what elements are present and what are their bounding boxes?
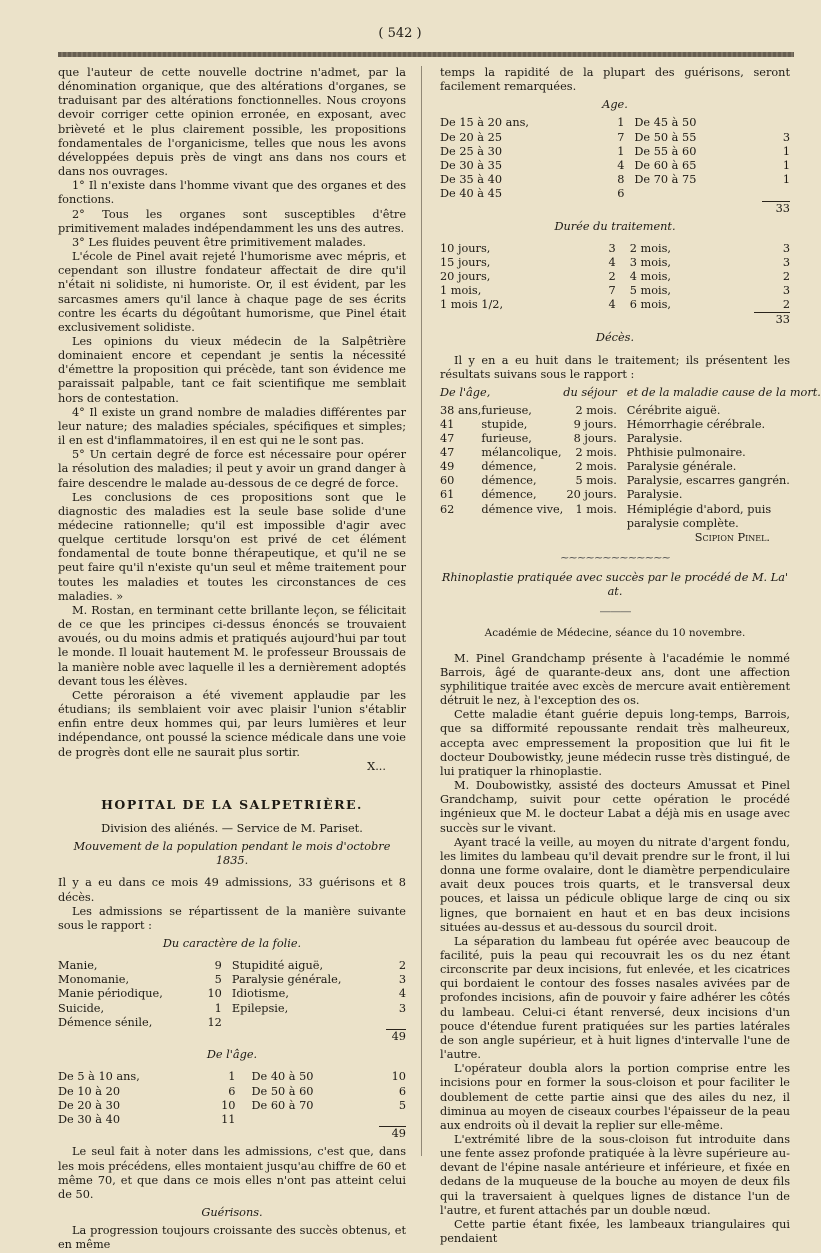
signature: X... bbox=[367, 759, 386, 773]
table-row: Manie périodique, 10 Idiotisme, 4 bbox=[58, 987, 406, 1001]
healed-age-table bbox=[440, 116, 790, 215]
admissions-text: Il y a eu dans ce mois 49 admissions, 33 guérisons et 8 décès. bbox=[58, 876, 406, 904]
table-row: 15 jours, 4 3 mois, 3 bbox=[440, 255, 790, 269]
paragraph: L'école de Pinel avait rejeté l'humorisme avec mépris, et cependant son illustre fondateur affectait de dire qu'il n'était ni solidiste, ni humoriste. Or, il est évident, par les sarcasmes amers qu'il lance à chaque page de ses écrits contre les écarts du dégoûtant humorisme, que Pinel était exclusivement solidiste. bbox=[58, 250, 406, 334]
right-column bbox=[440, 66, 821, 1246]
table-title: Durée du traitement. bbox=[554, 219, 676, 233]
paragraph: Les conclusions de ces propositions sont que le diagnostic des maladies est la seule base solide d'une médecine rationnelle; qu'il est impossible d'agir avec quelque certitude lorsqu'on est privé de cet élément fondamental de toute bonne thérapeutique, et qu'il ne se peut faire qu'il n'existe qu'un seul et même traitement pour toutes les maladies et toutes les circonstances de ces maladies. » bbox=[58, 490, 406, 603]
table-row: 62 démence vive, 1 mois. Hémiplégie d'abord, puis paralysie complète. bbox=[440, 502, 772, 530]
repartition-text: Les admissions se répartissent de la manière suivante sous le rapport : bbox=[58, 904, 406, 932]
paragraph: Cette péroraison a été vivement applaudie par les étudians; ils semblaient voir avec plaisir l'union s'établir enfin entre deux hommes qui, par leurs lumières et leur indépendance, ont poussé la science médicale dans une voie de progrès dont elle ne saurait plus sortir. bbox=[58, 688, 406, 759]
table-row: De 40 à 45 6 bbox=[440, 186, 625, 200]
proposition-3: 3° Les fluides peuvent être primitivement malades. bbox=[72, 235, 366, 249]
paragraph: temps la rapidité de la plupart des guérisons, seront facilement remarquées. bbox=[440, 66, 790, 94]
table-row: De 20 à 30 10 De 60 à 70 5 bbox=[58, 1098, 406, 1112]
paragraph: La séparation du lambeau fut opérée avec beaucoup de facilité, puis la peau qui recouvrait les os du nez étant circonscrite par deux incisions, fut enlevée, et les cicatrices qui bordaient le contour des fosses nasales avivées par de profondes incisions, afin de pouvoir y faire adhérer les côtés du lambeau. Celui-ci étant renversé, deux incisions d'un pouce d'étendue furent pratiquées sur les parties latérales de son angle supérieur, et à huit lignes d'intervalle l'une de l'autre. bbox=[440, 934, 790, 1062]
table-row: 61 démence, 20 jours. Paralysie. bbox=[440, 488, 683, 502]
paragraph: L'extrémité libre de la sous-cloison fut introduite dans une fente assez profonde pratiquée à la lèvre supérieure au-devant de l'épine nasale antérieure et inférieure, et fixée en dedans de la muqueuse de la bouche au moyen de deux fils qui la traversaient à quelques lignes de distance l'un de l'autre, et furent attachés par un double nœud. bbox=[440, 1133, 790, 1217]
paragraph: M. Rostan, en terminant cette brillante leçon, se félicitait de ce que les principes ci-dessus énoncés se trouvaient avoués, ou du moins admis et pratiqués aujourd'hui par tout le monde. Il louait hautement M. le professeur Broussais de la manière noble avec laquelle il les a dernièrement adoptés devant tous les élèves. bbox=[58, 603, 406, 688]
section-title: HOPITAL DE LA SALPETRIÈRE. bbox=[101, 796, 363, 812]
guerisons-title: Guérisons. bbox=[201, 1206, 263, 1220]
table-row: Manie, 9 Stupidité aiguë, 2 bbox=[58, 959, 406, 973]
table-row: Démence sénile, 12 bbox=[58, 1015, 222, 1029]
paragraph: que l'auteur de cette nouvelle doctrine n'admet, par la dénomination organique, que des altérations d'organes, se traduisant par des altérations fonctionnelles. Nous croyons devoir corriger cette opinion erronée, en exposant, avec brièveté et le plus clairement possible, les propositions fondamentales de l'organicisme, telles que nous les avons développées depuis près de vingt ans dans nos cours et dans nos ouvrages. bbox=[58, 66, 406, 179]
table-row: 47 furieuse, 8 jours. Paralysie. bbox=[440, 432, 683, 446]
proposition-4: 4° Il existe un grand nombre de maladies différentes par leur nature; des maladies spéciales, spécifiques et simples; il en est d'inflammatoires, il en est qui ne le sont pas. bbox=[58, 405, 406, 448]
rhinoplastie-title: Rhinoplastie pratiquée avec succès par le procédé de M. La' at. bbox=[441, 571, 789, 599]
table-row: De 30 à 40 11 bbox=[58, 1112, 236, 1126]
duree-table bbox=[440, 242, 790, 328]
deces-table bbox=[440, 386, 821, 531]
paragraph: Ayant tracé la veille, au moyen du nitrate d'argent fondu, les limites du lambeau qu'il devait prendre sur le front, il lui donna une forme ovalaire, dont le diamètre perpendiculaire avait deux pouces trois quarts, et le transversal deux pouces, et laissa un pédicule oblique large de cinq ou six lignes, que bornaient en haut et en bas deux incisions situées au-dessus et au-dessous du sourcil droit. bbox=[440, 835, 790, 934]
total-row: 33 bbox=[440, 313, 790, 328]
paragraph: Les opinions du vieux médecin de la Salpêtrière dominaient encore et cependant je sentis la nécessité d'émettre la proposition qui précède, tant son évidence me paraissait palpable, tant ce fait scientifique me semblait hors de contestation. bbox=[58, 334, 406, 405]
ornament-divider: ——— bbox=[599, 605, 631, 619]
proposition-5: 5° Un certain degré de force est nécessaire pour opérer la résolution des maladies; il peut y avoir un grand danger à faire descendre le malade au-dessous de ce degré de force. bbox=[58, 448, 406, 490]
table-row: 41 stupide, 9 jours. Hémorrhagie cérébrale. bbox=[440, 418, 766, 431]
movement-title: Mouvement de la population pendant le mois d'octobre 1835. bbox=[73, 840, 391, 868]
table-row: 38 ans, furieuse, 2 mois. Cérébrite aiguë. bbox=[440, 403, 721, 417]
table-row: 60 démence, 5 mois. Paralysie, escarres gangrén. bbox=[440, 474, 790, 488]
table-row: De 25 à 30 1 De 55 à 60 1 bbox=[440, 144, 790, 158]
total-row: 49 bbox=[58, 1030, 406, 1045]
left-column bbox=[58, 66, 406, 1253]
header-rule bbox=[58, 52, 794, 57]
paragraph: Cette maladie étant guérie depuis long-temps, Barrois, que sa difformité repoussante rendait très malheureux, accepta avec empressement la proposition que lui fit le docteur Doubowistky, jeune médecin russe très distingué, de lui pratiquer la rhinoplastie. bbox=[440, 708, 790, 778]
table-row: De 10 à 20 6 De 50 à 60 6 bbox=[58, 1084, 406, 1098]
table-row: Monomanie, 5 Paralysie générale, 3 bbox=[58, 973, 406, 987]
table-row: 49 démence, 2 mois. Paralysie générale. bbox=[440, 460, 737, 474]
table-row: De 30 à 35 4 De 60 à 65 1 bbox=[440, 158, 790, 172]
table-row: 1 mois, 7 5 mois, 3 bbox=[440, 284, 790, 298]
paragraph: M. Pinel Grandchamp présente à l'académie le nommé Barrois, âgé de quarante-deux ans, dont une affection syphilitique traitée avec excès de mercure avait entièrement détruit le nez, à l'exception des os. bbox=[440, 651, 790, 708]
table-title: De l'âge. bbox=[206, 1048, 258, 1062]
table-title: Du caractère de la folie. bbox=[162, 937, 302, 951]
note-text: Le seul fait à noter dans les admissions, c'est que, dans les mois précédens, elles montaient jusqu'au chiffre de 60 et même 70, et que dans ce mois elles n'ont pas atteint celui de 50. bbox=[58, 1145, 406, 1201]
table-title: Age. bbox=[602, 98, 628, 112]
page-number: ( 542 ) bbox=[378, 26, 422, 41]
total-row: 33 bbox=[440, 201, 790, 216]
signature: Scipion Pinel. bbox=[694, 530, 770, 544]
table-row: De 20 à 25 7 De 50 à 55 3 bbox=[440, 130, 790, 144]
proposition-1: 1° Il n'existe dans l'homme vivant que des organes et des fonctions. bbox=[58, 179, 406, 207]
table-row: 47 mélancolique, 2 mois. Phthisie pulmonaire. bbox=[440, 446, 746, 460]
total-row: 49 bbox=[58, 1127, 406, 1142]
table-row: De 15 à 20 ans, 1 De 45 à 50 bbox=[440, 116, 697, 130]
ornament-divider: ~~~~~~~~~~~~~ bbox=[559, 550, 671, 564]
table-row: 20 jours, 2 4 mois, 2 bbox=[440, 269, 790, 283]
table-row: De 5 à 10 ans, 1 De 40 à 50 10 bbox=[58, 1070, 406, 1084]
paragraph: Cette partie étant fixée, les lambeaux triangulaires qui pendaient bbox=[440, 1217, 790, 1246]
column-separator bbox=[421, 66, 422, 1156]
deces-text: Il y en a eu huit dans le traitement; ils présentent les résultats suivans sous le rapport : bbox=[440, 353, 790, 381]
folie-table bbox=[58, 959, 406, 1044]
age-table bbox=[58, 1070, 406, 1141]
table-row: Suicide, 1 Epilepsie, 3 bbox=[58, 1001, 406, 1015]
academie-line: Académie de Médecine, séance du 10 novembre. bbox=[484, 626, 746, 639]
table-header: De l'âge, du séjour et de la maladie cause de la mort. bbox=[440, 385, 821, 399]
division-line: Division des aliénés. — Service de M. Pariset. bbox=[101, 821, 363, 835]
paragraph: L'opérateur doubla alors la portion comprise entre les incisions pour en former la sous-cloison et pour faciliter le doublement de cette partie ainsi que des ailes du nez, il diminua au moyen de ciseaux courbes l'épaisseur de la peau aux endroits où il devait la replier sur elle-même. bbox=[440, 1062, 790, 1132]
proposition-2: 2° Tous les organes sont susceptibles d'être primitivement malades indépendamment les uns des autres. bbox=[58, 207, 406, 235]
deces-title: Décès. bbox=[595, 331, 635, 345]
paragraph: M. Doubowistky, assisté des docteurs Amussat et Pinel Grandchamp, suivit pour cette opération le procédé ingénieux que M. le docteur Labat a déjà mis en usage avec succès sur le vivant. bbox=[440, 779, 790, 835]
guerisons-text: La progression toujours croissante des succès obtenus, et en même bbox=[58, 1224, 406, 1252]
table-row: 10 jours, 3 2 mois, 3 bbox=[440, 241, 790, 255]
table-row: De 35 à 40 8 De 70 à 75 1 bbox=[440, 172, 790, 186]
table-row: 1 mois 1/2, 4 6 mois, 2 bbox=[440, 298, 790, 312]
